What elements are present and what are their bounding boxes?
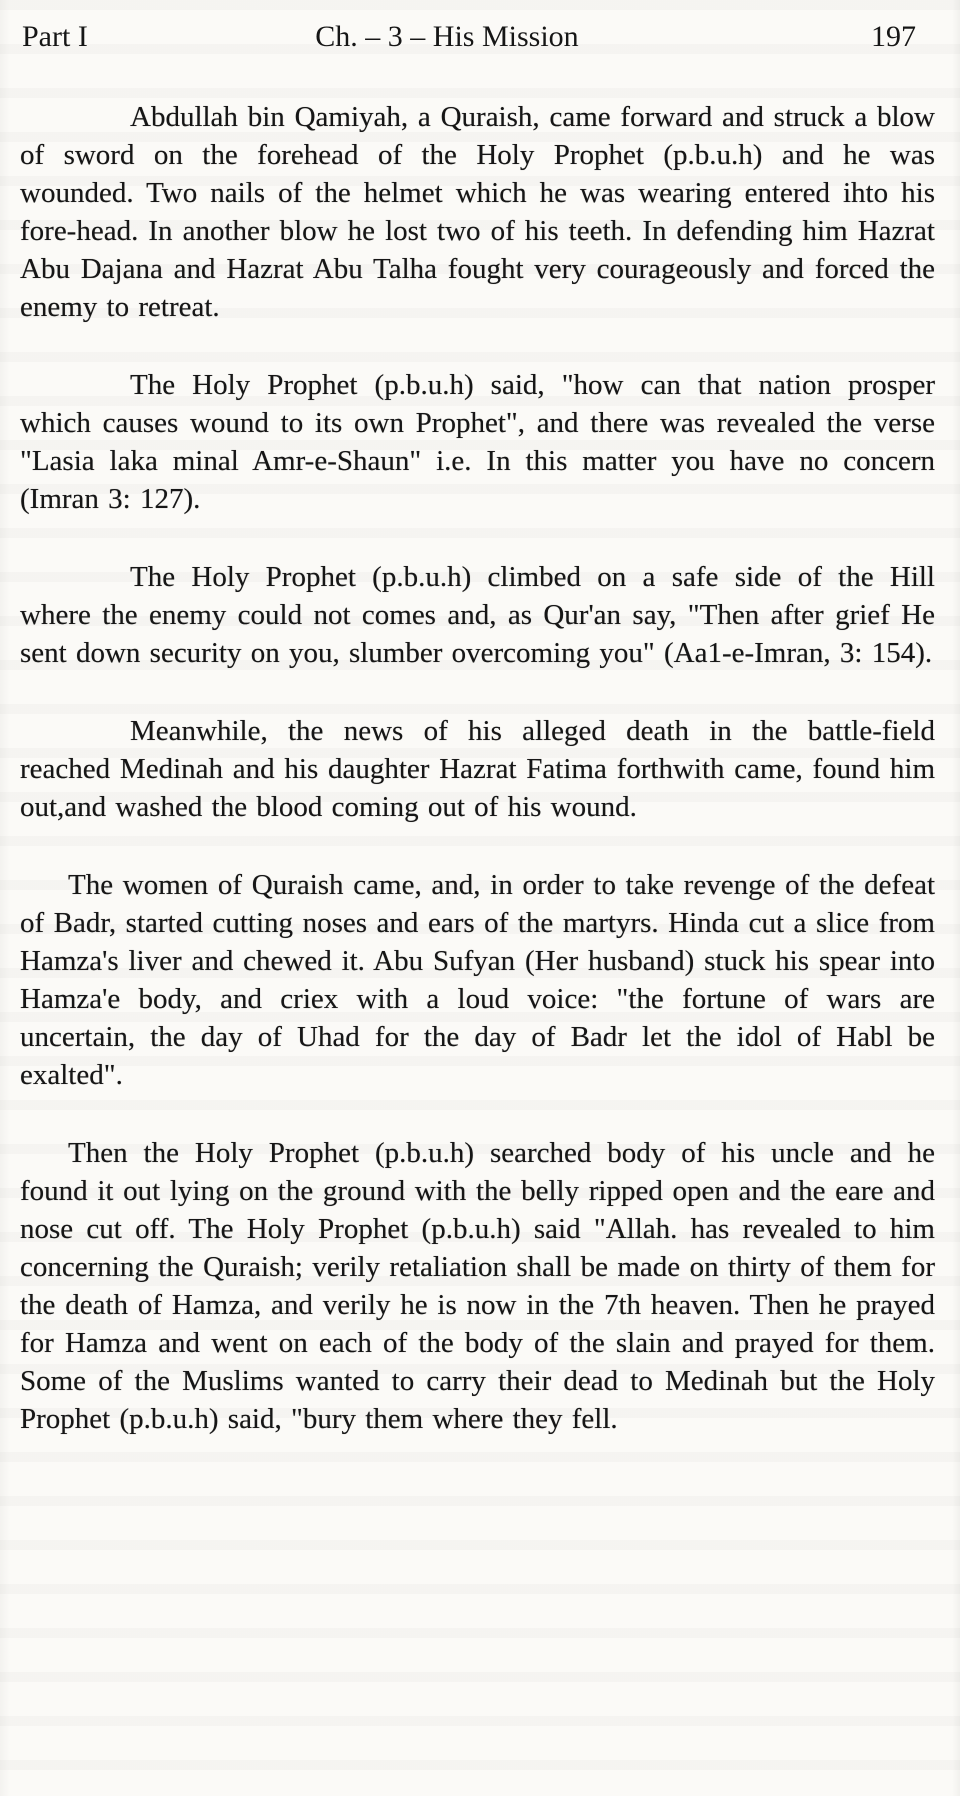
paragraph-abdullah-attack: Abdullah bin Qamiyah, a Quraish, came forward and struck a blow of sword on the forehead of the Holy Prophet (p.b.u.h) and he was wounded. Two nails of the helmet which he was wearing entered ihto his fore-head. In another blow he lost two of his teeth. In defending him Hazrat Abu Dajana and Hazrat Abu Talha fought very courageously and forced the enemy to retreat. xyxy=(20,101,935,323)
paragraph-climbed-hill: The Holy Prophet (p.b.u.h) climbed on a safe side of the Hill where the enemy could not comes and, as Qur'an say, "Then after grief He sent down security on you, slumber overcoming you" (Aa1-e-Imran, 3: 154). xyxy=(20,561,935,669)
header-chapter-title: Ch. – 3 – His Mission xyxy=(315,20,579,53)
header-page-number: 197 xyxy=(871,20,916,53)
paragraph-fatima-medinah: Meanwhile, the news of his alleged death in the battle-field reached Medinah and his daughter Hazrat Fatima forthwith came, found him out,and washed the blood coming out of his wound. xyxy=(20,715,935,823)
running-header xyxy=(0,0,960,54)
header-part-label: Part I xyxy=(22,20,88,53)
paragraph-nation-prosper: The Holy Prophet (p.b.u.h) said, "how can that nation prosper which causes wound to its own Prophet", and there was revealed the verse "Lasia laka minal Amr-e-Shaun" i.e. In this matter you have no concern (Imran 3: 127). xyxy=(20,369,935,515)
paragraph-hamza-body: Then the Holy Prophet (p.b.u.h) searched body of his uncle and he found it out lying on the ground with the belly ripped open and the eare and nose cut off. The Holy Prophet (p.b.u.h) said "Allah. has revealed to him concerning the Quraish; verily retaliation shall be made on thirty of them for the death of Hamza, and verily he is now in the 7th heaven. Then he prayed for Hamza and went on each of the body of the slain and prayed for them. Some of the Muslims wanted to carry their dead to Medinah but the Holy Prophet (p.b.u.h) said, "bury them where they fell. xyxy=(20,1137,935,1435)
page-body xyxy=(20,98,935,1438)
paragraph-women-of-quraish: The women of Quraish came, and, in order to take revenge of the defeat of Badr, started cutting noses and ears of the martyrs. Hinda cut a slice from Hamza's liver and chewed it. Abu Sufyan (Her husband) stuck his spear into Hamza'e body, and criex with a loud voice: "the fortune of wars are uncertain, the day of Uhad for the day of Badr let the idol of Habl be exalted". xyxy=(20,869,935,1091)
